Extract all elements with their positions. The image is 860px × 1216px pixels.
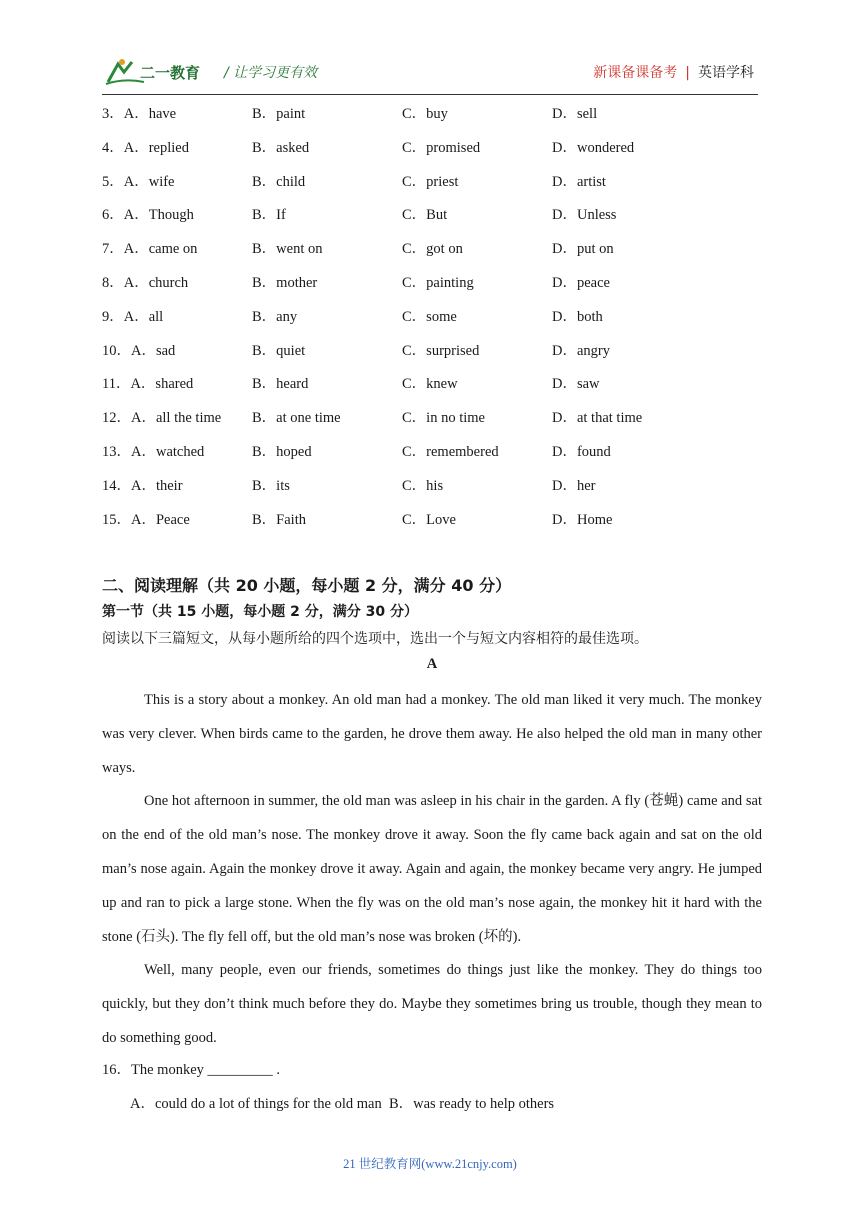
option-d: D．sell xyxy=(552,106,598,122)
option-c: C．Love xyxy=(402,511,456,528)
option-c: C．remembered xyxy=(402,443,499,460)
question-16-options xyxy=(130,1092,790,1113)
option-a: 14．A．their xyxy=(102,477,183,494)
option-c: C．promised xyxy=(402,139,481,156)
option-c: C．priest xyxy=(402,173,459,190)
passage xyxy=(102,684,762,1056)
header-subject xyxy=(593,62,754,82)
option-row xyxy=(102,341,762,375)
question-16: 16．The monkey _________ . xyxy=(102,1062,281,1078)
part-title: 第一节（共 15 小题，每小题 2 分，满分 30 分） xyxy=(102,604,418,620)
option-c: C．But xyxy=(402,207,448,224)
option-row xyxy=(102,476,762,510)
option-d: D．at that time xyxy=(552,410,643,427)
section-title: 二、阅读理解（共 20 小题，每小题 2 分，满分 40 分） xyxy=(102,576,512,595)
options-list xyxy=(102,104,762,543)
option-b: B．heard xyxy=(252,376,309,393)
passage-label: A xyxy=(426,656,438,672)
option-a: 3．A．have xyxy=(102,106,177,122)
footer: 21 世纪教育网(www.21cnjy.com) xyxy=(343,1157,517,1171)
option-b: B．asked xyxy=(252,139,310,156)
option-row xyxy=(102,273,762,307)
option-row xyxy=(102,172,762,206)
option-d: D．put on xyxy=(552,241,614,258)
option-b: B．child xyxy=(252,173,306,190)
svg-text:二一教育: 二一教育 xyxy=(140,64,201,82)
option-row xyxy=(102,239,762,273)
option-a: 6．A．Though xyxy=(102,207,194,224)
option-d: D．saw xyxy=(552,376,600,393)
option-row xyxy=(102,104,762,138)
header-separator: | xyxy=(685,65,690,81)
option-b: B．its xyxy=(252,477,290,494)
option-row xyxy=(102,138,762,172)
option-c: C．painting xyxy=(402,274,474,291)
option-c: C．some xyxy=(402,308,457,325)
option-a: 11．A．shared xyxy=(102,376,194,393)
option-row xyxy=(102,408,762,442)
paragraph: One hot afternoon in summer, the old man was asleep in his chair in the garden. A fly (苍蝇) came and sat on the end of the old man’s nose. The monkey drove it away. Soon the fly came back again and sat on the old man’s nose again. Again the monkey drove it away. Again and again, the monkey became very angry. He jumped up and ran to pick a large stone. When the fly was on the old man’s nose again, the monkey hit it hard with the stone (石头). The fly fell off, but the old man’s nose was broken (坏的). xyxy=(102,793,762,945)
page-header xyxy=(0,0,860,100)
option-c: C．his xyxy=(402,477,444,494)
option-c: C．knew xyxy=(402,376,458,393)
option-a: 4．A．replied xyxy=(102,139,189,156)
option-row xyxy=(102,205,762,239)
option-a: A．could do a lot of things for the old man xyxy=(130,1096,382,1112)
option-d: D．peace xyxy=(552,274,610,291)
option-d: D．her xyxy=(552,477,596,494)
option-a: 5．A．wife xyxy=(102,173,175,190)
header-divider xyxy=(102,94,758,95)
option-a: 13．A．watched xyxy=(102,443,205,460)
option-a: 8．A．church xyxy=(102,274,189,291)
option-a: 9．A．all xyxy=(102,308,164,325)
option-c: C．surprised xyxy=(402,342,480,359)
paragraph: Well, many people, even our friends, sometimes do things just like the monkey. They do things too quickly, but they don’t think much before they do. Maybe they sometimes bring us trouble, though they mean to do something good. xyxy=(102,962,762,1046)
option-b: B．paint xyxy=(252,106,306,122)
option-b: B．hoped xyxy=(252,443,312,460)
option-row xyxy=(102,510,762,544)
option-b: B．went on xyxy=(252,241,323,258)
option-b: B．mother xyxy=(252,274,318,291)
option-c: C．buy xyxy=(402,106,448,122)
option-row xyxy=(102,374,762,408)
option-a: 10．A．sad xyxy=(102,342,176,359)
option-d: D．found xyxy=(552,443,611,460)
option-d: D．Home xyxy=(552,511,613,528)
option-c: C．got on xyxy=(402,241,463,258)
header-subject-label: 英语学科 xyxy=(698,65,754,81)
option-b: B．any xyxy=(252,308,298,325)
option-d: D．Unless xyxy=(552,207,617,224)
option-d: D．artist xyxy=(552,173,606,190)
option-d: D．both xyxy=(552,308,603,325)
option-b: B．Faith xyxy=(252,511,306,528)
option-b: B．If xyxy=(252,207,286,224)
option-b: B．was ready to help others xyxy=(388,1096,555,1112)
option-a: 15．A．Peace xyxy=(102,511,190,528)
option-d: D．wondered xyxy=(552,139,635,156)
site-logo xyxy=(104,56,214,88)
option-b: B．quiet xyxy=(252,342,306,359)
option-c: C．in no time xyxy=(402,410,485,427)
paragraph: This is a story about a monkey. An old man had a monkey. The old man liked it very much. The monkey was very clever. When birds came to the garden, he drove them away. He also helped the old man in many other ways. xyxy=(102,692,762,776)
option-b: B．at one time xyxy=(252,410,341,427)
option-row xyxy=(102,442,762,476)
option-a: 7．A．came on xyxy=(102,241,198,258)
option-d: D．angry xyxy=(552,342,610,359)
header-course: 新课备课备考 xyxy=(593,65,678,81)
option-a: 12．A．all the time xyxy=(102,410,222,427)
slogan: / 让学习更有效 xyxy=(224,65,318,81)
instructions: 阅读以下三篇短文，从每小题所给的四个选项中，选出一个与短文内容相符的最佳选项。 xyxy=(102,631,648,647)
option-row xyxy=(102,307,762,341)
